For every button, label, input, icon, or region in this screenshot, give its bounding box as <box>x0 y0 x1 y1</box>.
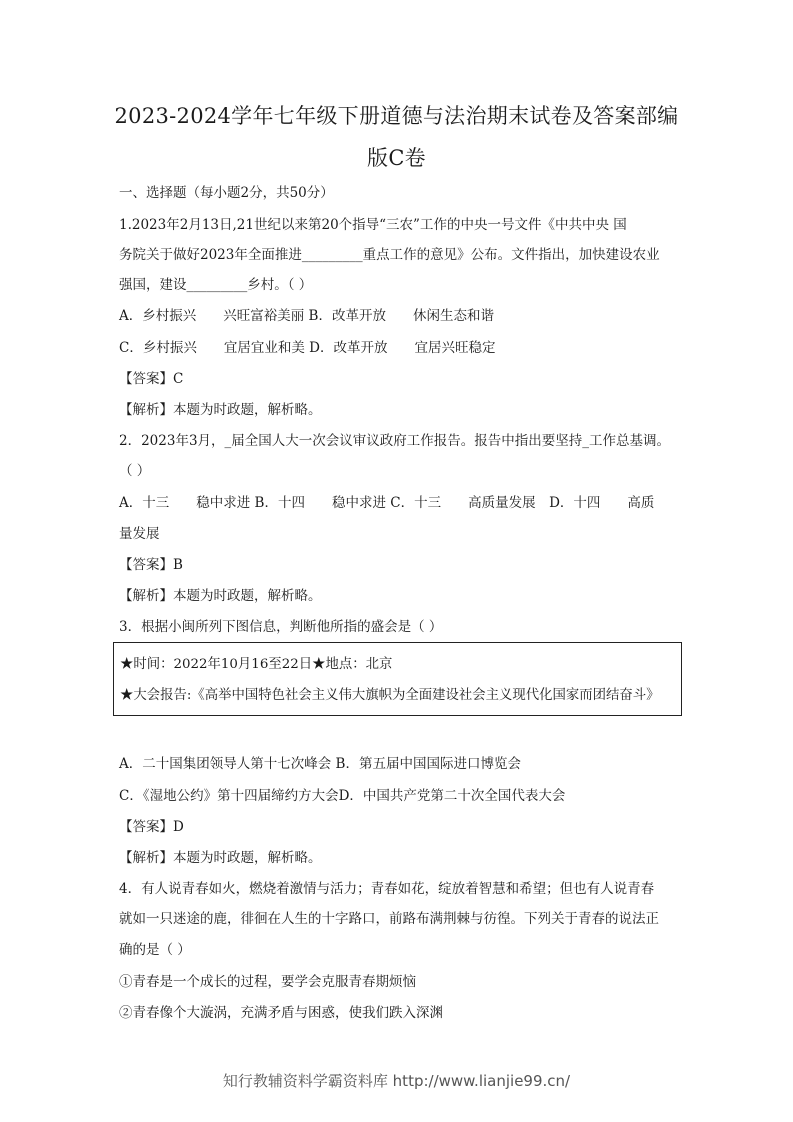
q3-stem: 3．根据小闽所列下图信息，判断他所指的盛会是（ ） <box>119 619 443 635</box>
document-title-line1: 2023-2024学年七年级下册道德与法治期末试卷及答案部编 <box>114 104 679 128</box>
section-heading: 一、选择题（每小题2分，共50分） <box>119 185 334 201</box>
q2-options-line2: 量发展 <box>119 526 160 542</box>
q4-stem-line2: 就如一只迷途的鹿，徘徊在人生的十字路口，前路布满荆棘与彷徨。下列关于青春的说法正 <box>119 911 659 927</box>
q4-item1: ①青春是一个成长的过程，要学会克服青春期烦恼 <box>119 974 416 990</box>
q4-item2: ②青春像个大漩涡，充满矛盾与困惑，使我们跌入深渊 <box>119 1005 443 1021</box>
q3-options-line2: C．《湿地公约》第十四届缔约方大会D．中国共产党第二十次全国代表大会 <box>119 788 566 804</box>
q3-info-box <box>113 642 682 716</box>
q1-options-line2: C．乡村振兴 宜居宜业和美 D．改革开放 宜居兴旺稳定 <box>119 340 496 356</box>
document-title-line2: 版C卷 <box>367 146 426 170</box>
q4-stem-line3: 确的是（ ） <box>119 942 191 958</box>
q2-stem-line2: （ ） <box>119 463 151 479</box>
q1-stem-line1: 1.2023年2月13日,21世纪以来第20个指导“三农”工作的中央一号文件《中共中央 国 <box>119 217 627 233</box>
q2-stem-line1: 2．2023年3月，_届全国人大一次会议审议政府工作报告。报告中指出要坚持_工作总基调。 <box>119 433 671 449</box>
q2-analysis: 【解析】本题为时政题，解析略。 <box>119 588 322 604</box>
q3-analysis: 【解析】本题为时政题，解析略。 <box>119 850 322 866</box>
q3-box-line1: ★时间：2022年10月16至22日★地点：北京 <box>120 657 393 672</box>
q1-stem-line2: 务院关于做好2023年全面推进_________重点工作的意见》公布。文件指出，加快建设农业 <box>119 247 660 263</box>
q3-box-line2: ★大会报告:《高举中国特色社会主义伟大旗帜为全面建设社会主义现代化国家而团结奋斗》 <box>120 688 660 703</box>
footer-watermark: 知行教辅资料学霸资料库 http://www.lianjie99.cn/ <box>222 1072 571 1090</box>
q3-answer: 【答案】D <box>119 819 184 835</box>
q1-stem-line3: 强国，建设_________乡村。（ ） <box>119 277 313 293</box>
q2-answer: 【答案】B <box>119 557 183 573</box>
q2-options-line1: A．十三 稳中求进 B．十四 稳中求进 C．十三 高质量发展 D．十四 高质 <box>119 495 655 511</box>
q4-stem-line1: 4．有人说青春如火，燃烧着激情与活力；青春如花，绽放着智慧和希望；但也有人说青春 <box>119 881 655 897</box>
q1-answer: 【答案】C <box>119 371 184 387</box>
q1-analysis: 【解析】本题为时政题，解析略。 <box>119 402 322 418</box>
q3-options-line1: A．二十国集团领导人第十七次峰会 B．第五届中国国际进口博览会 <box>119 756 521 772</box>
q1-options-line1: A．乡村振兴 兴旺富裕美丽 B．改革开放 休闲生态和谐 <box>119 308 494 324</box>
